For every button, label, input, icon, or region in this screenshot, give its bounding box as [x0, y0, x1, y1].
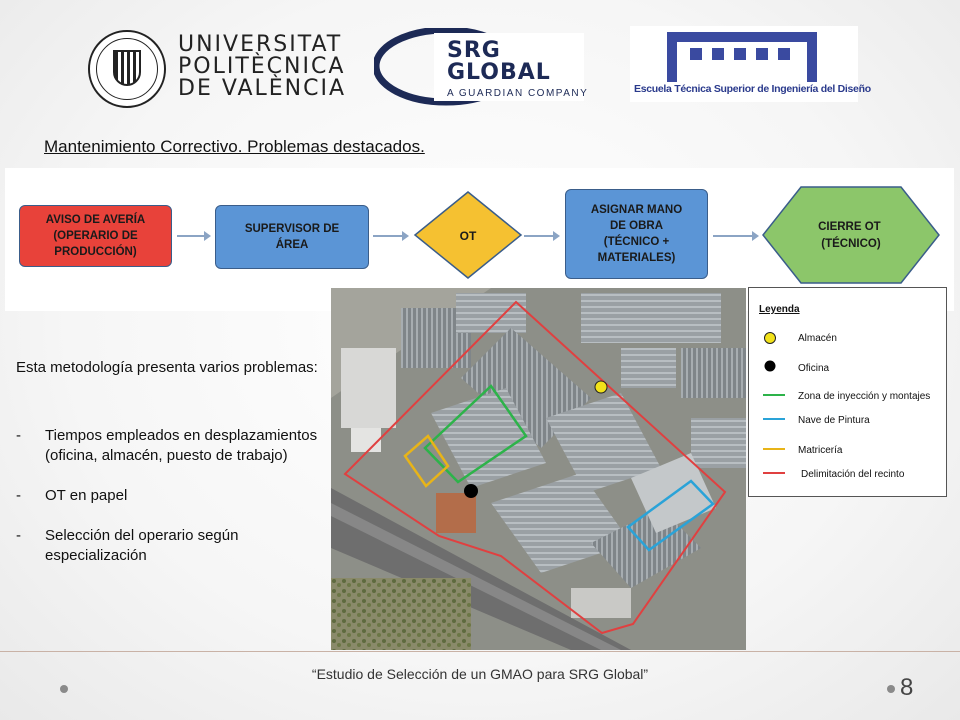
red-line-icon — [763, 472, 785, 474]
problem-list — [16, 426, 331, 586]
aerial-site-map — [331, 288, 746, 650]
flow-arrow-1 — [177, 235, 209, 237]
blue-line-icon — [763, 418, 785, 420]
green-line-icon — [763, 394, 785, 396]
footer-divider — [0, 651, 960, 652]
legend-label: Zona de inyección y montajes — [798, 391, 931, 402]
upv-shield-icon — [113, 50, 141, 86]
yellow-circle-icon — [763, 331, 777, 348]
list-item: - Tiempos empleados en desplazamientos (oficina, almacén, puesto de trabajo) — [16, 426, 331, 466]
flow-step-cierre-line-2: (TÉCNICO) — [821, 238, 881, 250]
footer-dot-right — [887, 685, 895, 693]
upv-line-3: DE VALÈNCIA — [178, 76, 347, 101]
flow-arrow-2 — [373, 235, 407, 237]
black-circle-icon — [763, 359, 777, 376]
legend-label: Delimitación del recinto — [801, 469, 905, 480]
yellow-line-icon — [763, 448, 785, 450]
footer-title: “Estudio de Selección de un GMAO para SRG Global” — [311, 666, 649, 682]
legend-label: Almacén — [798, 333, 837, 344]
flow-step-ot-label: OT — [459, 229, 477, 243]
list-item: - OT en papel — [16, 486, 331, 506]
list-item: - Selección del operario según especialización — [16, 526, 331, 566]
upv-seal-logo — [88, 30, 166, 108]
upv-line-1: UNIVERSITAT — [178, 32, 343, 57]
flow-step-cierre-line-1: CIERRE OT — [818, 221, 881, 233]
etsid-caption: Escuela Técnica Superior de Ingeniería del Diseño — [634, 83, 871, 95]
flow-step-asignar-label: ASIGNAR MANO DE OBRA (TÉCNICO + MATERIALES) — [590, 204, 683, 264]
legend-title: Leyenda — [759, 304, 800, 315]
srg-wordmark — [447, 40, 551, 84]
legend-label: Oficina — [798, 363, 830, 374]
intro-text: Esta metodología presenta varios problemas: — [16, 359, 318, 376]
srg-tagline: A GUARDIAN COMPANY — [447, 88, 589, 99]
upv-line-2: POLITÈCNICA — [178, 54, 346, 79]
legend-label: Nave de Pintura — [798, 415, 870, 426]
flow-step-cierre-hexagon — [761, 185, 941, 285]
footer-dot-left — [60, 685, 68, 693]
flow-step-asignar — [565, 189, 708, 279]
upv-logo-text — [178, 34, 346, 100]
flow-step-ot-diamond — [413, 190, 523, 280]
page-number: 8 — [900, 674, 914, 701]
flow-arrow-4 — [713, 235, 757, 237]
slide-heading: Mantenimiento Correctivo. Problemas destacados. — [44, 137, 425, 156]
srg-line-2: GLOBAL — [447, 60, 551, 85]
legend-label: Matricería — [798, 445, 843, 456]
srg-line-1: SRG — [447, 38, 501, 63]
map-legend — [748, 287, 947, 497]
flow-step-supervisor — [215, 205, 369, 269]
flow-step-aviso — [19, 205, 172, 267]
flow-step-supervisor-label: SUPERVISOR DE ÁREA — [244, 223, 340, 251]
flow-arrow-3 — [524, 235, 558, 237]
flow-step-aviso-label: AVISO DE AVERÍA (OPERARIO DE PRODUCCIÓN) — [45, 214, 146, 258]
